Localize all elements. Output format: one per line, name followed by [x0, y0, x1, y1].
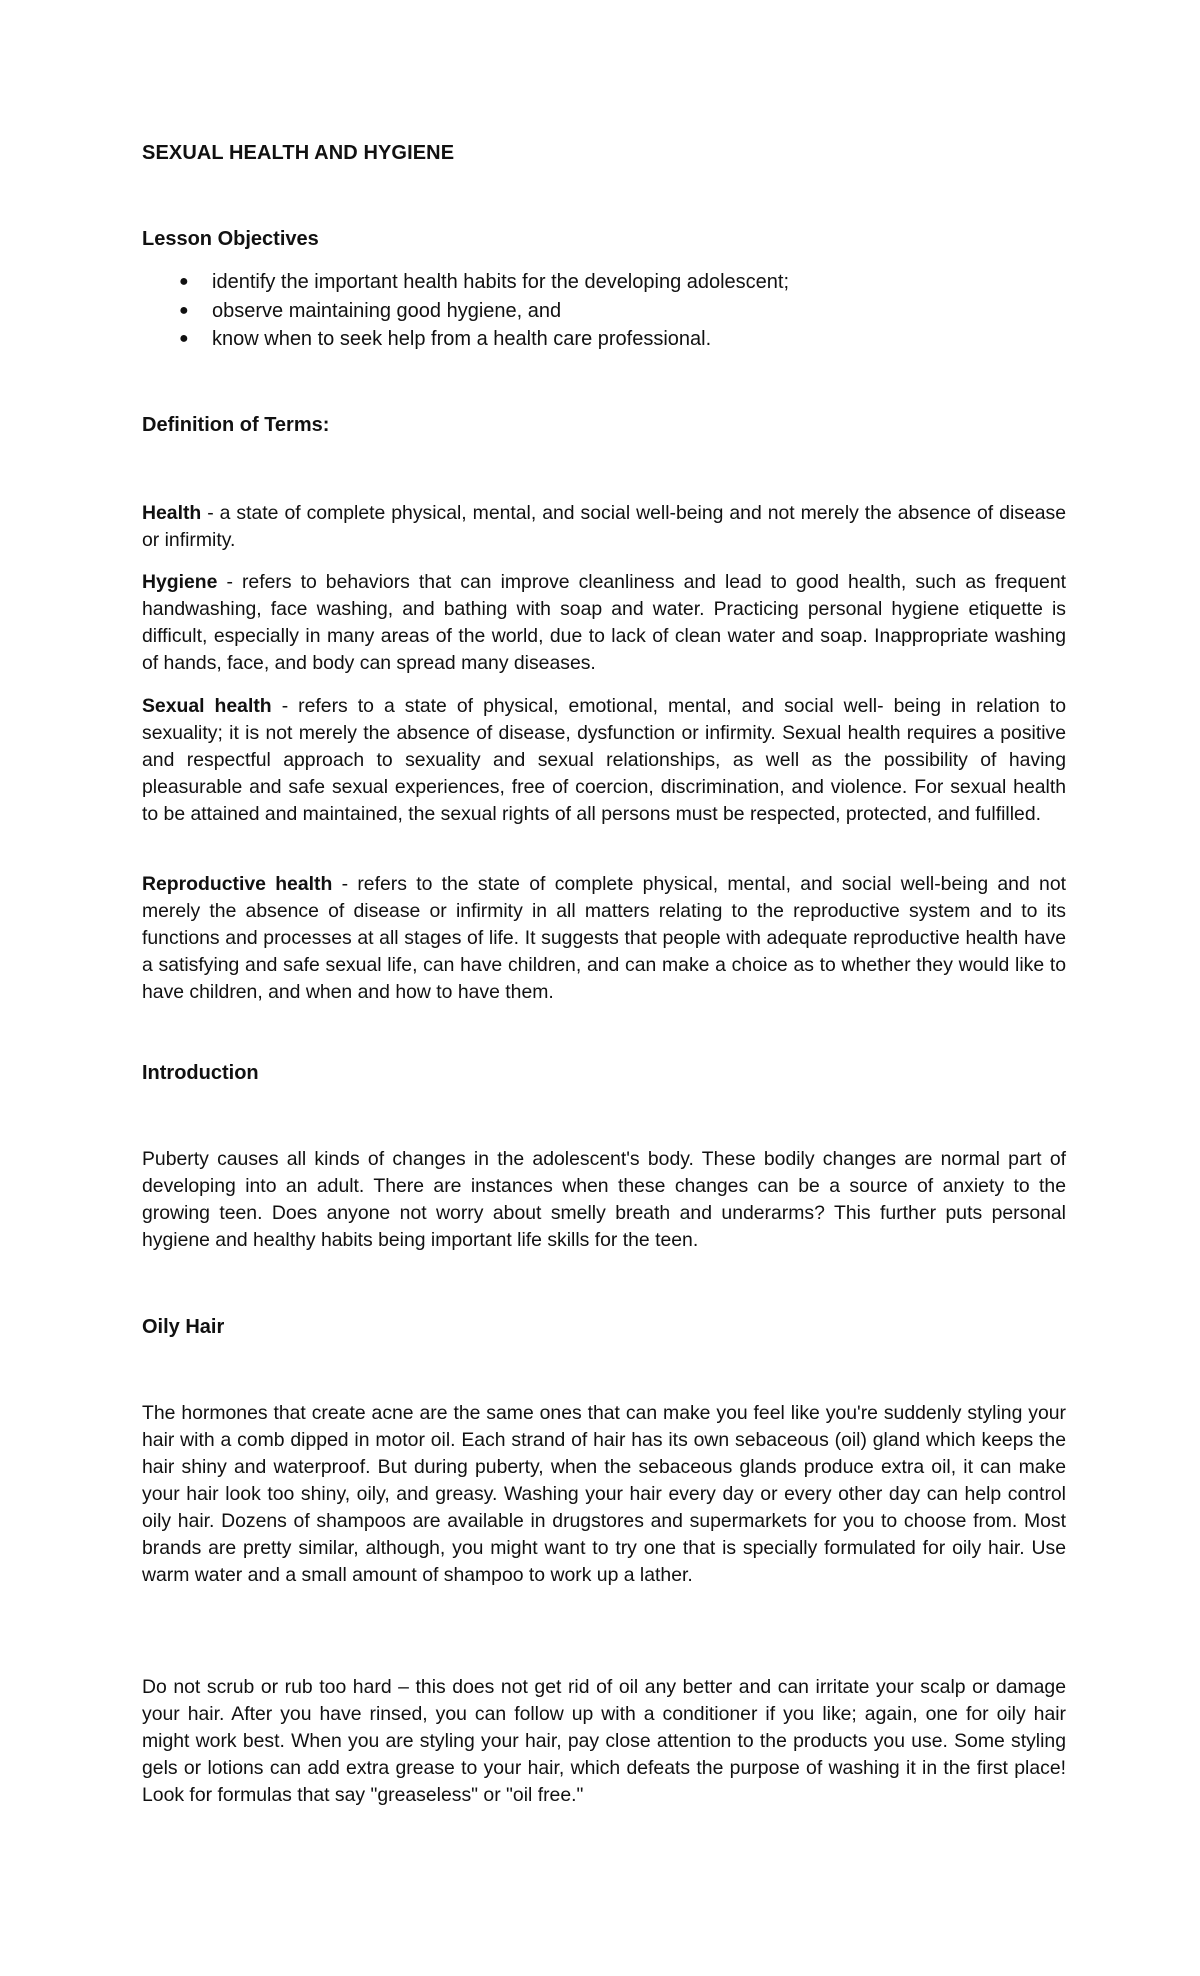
term-text: - a state of complete physical, mental, and social well-being and not merely the absence of disease or infirmity. — [142, 502, 1066, 551]
introduction-heading: Introduction — [142, 1062, 259, 1084]
bullet-icon: ● — [179, 301, 189, 319]
term-label: Health — [142, 502, 202, 524]
list-item — [142, 297, 789, 326]
term-text: - refers to the state of complete physical, mental, and social well-being and not merely the absence of disease or infirmity in all matters relating to the reproductive system and to its functions and processes at all stages of life. It suggests that people with adequate reproductive health have a satisfying and safe sexual life, can have children, and can make a choice as to whether they would like to have children, and when and how to have them. — [142, 873, 1066, 1003]
definition-reproductive-health — [142, 871, 1066, 1006]
introduction-text: Puberty causes all kinds of changes in the adolescent's body. These bodily changes are normal part of developing into an adult. There are instances when these changes can be a source of anxiety to the growing teen. Does anyone not worry about smelly breath and underarms? This further puts personal hygiene and healthy habits being important life skills for the teen. — [142, 1148, 1066, 1251]
objective-text: identify the important health habits for the developing adolescent; — [212, 271, 790, 293]
oily-hair-paragraph-2: Do not scrub or rub too hard – this does not get rid of oil any better and can irritate your scalp or damage your hair. After you have rinsed, you can follow up with a conditioner if you like; again, one for oily hair might work best. When you are styling your hair, pay close attention to the products you use. Some styling gels or lotions can add extra grease to your hair, which defeats the purpose of washing it in the first place! Look for formulas that say "greaseless" or "oil free." — [142, 1676, 1066, 1806]
objective-text: observe maintaining good hygiene, and — [212, 299, 562, 322]
objectives-heading: Lesson Objectives — [142, 228, 319, 250]
term-text: - refers to a state of physical, emotional, mental, and social well- being in relation to sexuality; it is not merely the absence of disease, dysfunction or infirmity. Sexual health requires a positive and respectful approach to sexuality and sexual relationships, as well as the possibility of having pleasurable and safe sexual experiences, free of coercion, discrimination, and violence. For sexual health to be attained and maintained, the sexual rights of all persons must be respected, protected, and fulfilled. — [142, 695, 1066, 825]
term-label: Reproductive health — [142, 873, 333, 895]
objectives-list — [142, 268, 789, 354]
term-label: Hygiene — [142, 571, 218, 593]
oily-hair-paragraph-1: The hormones that create acne are the same ones that can make you feel like you're suddenly styling your hair with a comb dipped in motor oil. Each strand of hair has its own sebaceous (oil) gland which keeps the hair shiny and waterproof. But during puberty, when the sebaceous glands produce extra oil, it can make your hair look too shiny, oily, and greasy. Washing your hair every day or every other day can help control oily hair. Dozens of shampoos are available in drugstores and supermarkets for you to choose from. Most brands are pretty similar, although, you might want to try one that is specially formulated for oily hair. Use warm water and a small amount of shampoo to work up a lather. — [142, 1402, 1066, 1586]
definition-health — [142, 500, 1066, 554]
term-text: - refers to behaviors that can improve cleanliness and lead to good health, such as frequent handwashing, face washing, and bathing with soap and water. Practicing personal hygiene etiquette is difficult, especially in many areas of the world, due to lack of clean water and soap. Inappropriate washing of hands, face, and body can spread many diseases. — [142, 571, 1066, 674]
list-item — [142, 325, 789, 354]
list-item — [142, 268, 789, 297]
oily-hair-heading: Oily Hair — [142, 1316, 225, 1338]
definitions-heading: Definition of Terms: — [142, 414, 330, 436]
bullet-icon: ● — [179, 330, 189, 347]
definition-sexual-health — [142, 693, 1066, 828]
objective-text: know when to seek help from a health care professional. — [212, 328, 712, 350]
definition-hygiene — [142, 569, 1066, 677]
bullet-icon: ● — [179, 273, 189, 290]
term-label: Sexual health — [142, 695, 272, 717]
document-title: SEXUAL HEALTH AND HYGIENE — [142, 142, 455, 164]
